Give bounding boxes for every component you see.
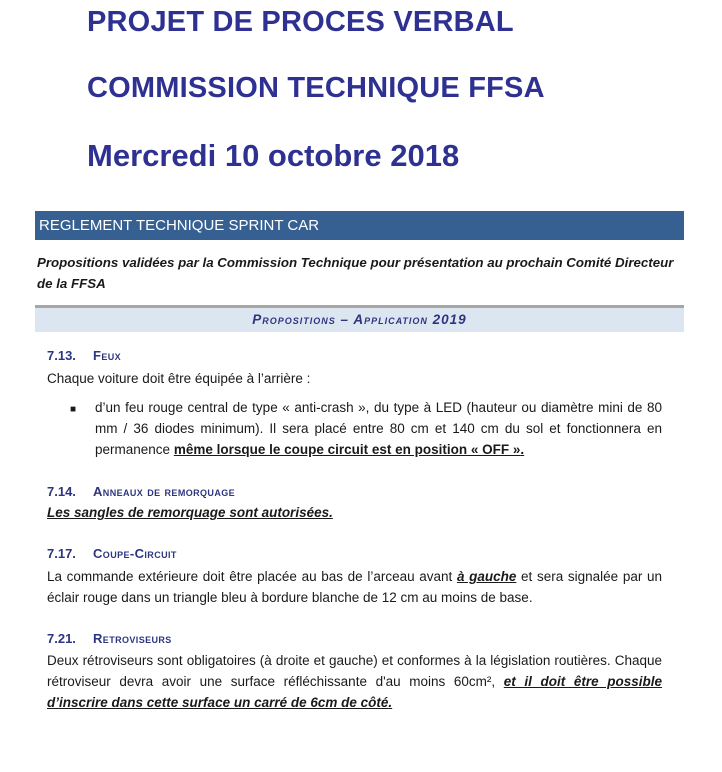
article-text-retroviseurs [47,650,662,713]
commission-name: COMMISSION TECHNIQUE FFSA [87,72,545,104]
article-number: 7.14. [47,484,76,499]
bullet-end: . [520,442,525,457]
bullet-square-icon: ■ [70,404,77,415]
article-heading-retroviseurs [47,631,172,646]
section-intro: Propositions validées par la Commission Technique pour présentation au prochain Comité Directeur de la FFSA [37,255,674,291]
article-text-coupe-circuit [47,566,662,608]
article-number: 7.21. [47,631,76,646]
text-before: Deux rétroviseurs sont obligatoires (à droite et gauche) et conformes à la législation routières. Chaque rétroviseur devra avoir une surface réfléchissante d'au moins 60cm², [47,653,662,689]
article-name: Retroviseurs [93,631,172,646]
article-text-feux: Chaque voiture doit être équipée à l’arrière : [47,371,311,386]
bullet-item-feux [95,397,662,460]
text-after: . [388,695,393,710]
article-number: 7.13. [47,348,76,363]
bullet-text: d’un feu rouge central de type « anti-crash », du type à LED (hauteur ou diamètre mini de 80 mm / 36 diodes minimum). Il sera placé entre 80 cm et 140 cm du sol et fonctionnera en permanence [95,400,662,457]
article-heading-coupe-circuit [47,546,177,561]
article-emphasis-text: Les sangles de remorquage sont autorisées. [47,505,333,520]
meeting-date: Mercredi 10 octobre 2018 [87,138,460,173]
article-name: Feux [93,348,122,363]
section-heading: REGLEMENT TECHNIQUE SPRINT CAR [35,211,684,240]
document-title: PROJET DE PROCES VERBAL [87,6,514,38]
text-before: La commande extérieure doit être placée au bas de l’arceau avant [47,569,457,584]
bullet-emphasis: même lorsque le coupe circuit est en position « OFF » [173,442,521,457]
article-name: Coupe-Circuit [93,546,177,561]
text-emphasis: et il doit être possible d’inscrire dans cette surface un carré de 6cm de côté [47,674,663,710]
text-emphasis: à gauche [456,569,517,584]
article-number: 7.17. [47,546,76,561]
propositions-band: Propositions – Application 2019 [35,305,684,332]
article-heading-feux [47,348,121,363]
text-after: et sera signalée par un éclair rouge dans un triangle bleu à bordure blanche de 12 cm au moins de base. [47,569,663,605]
article-name: Anneaux de remorquage [93,484,236,499]
article-text-anneaux [47,502,662,523]
article-heading-anneaux [47,484,235,499]
